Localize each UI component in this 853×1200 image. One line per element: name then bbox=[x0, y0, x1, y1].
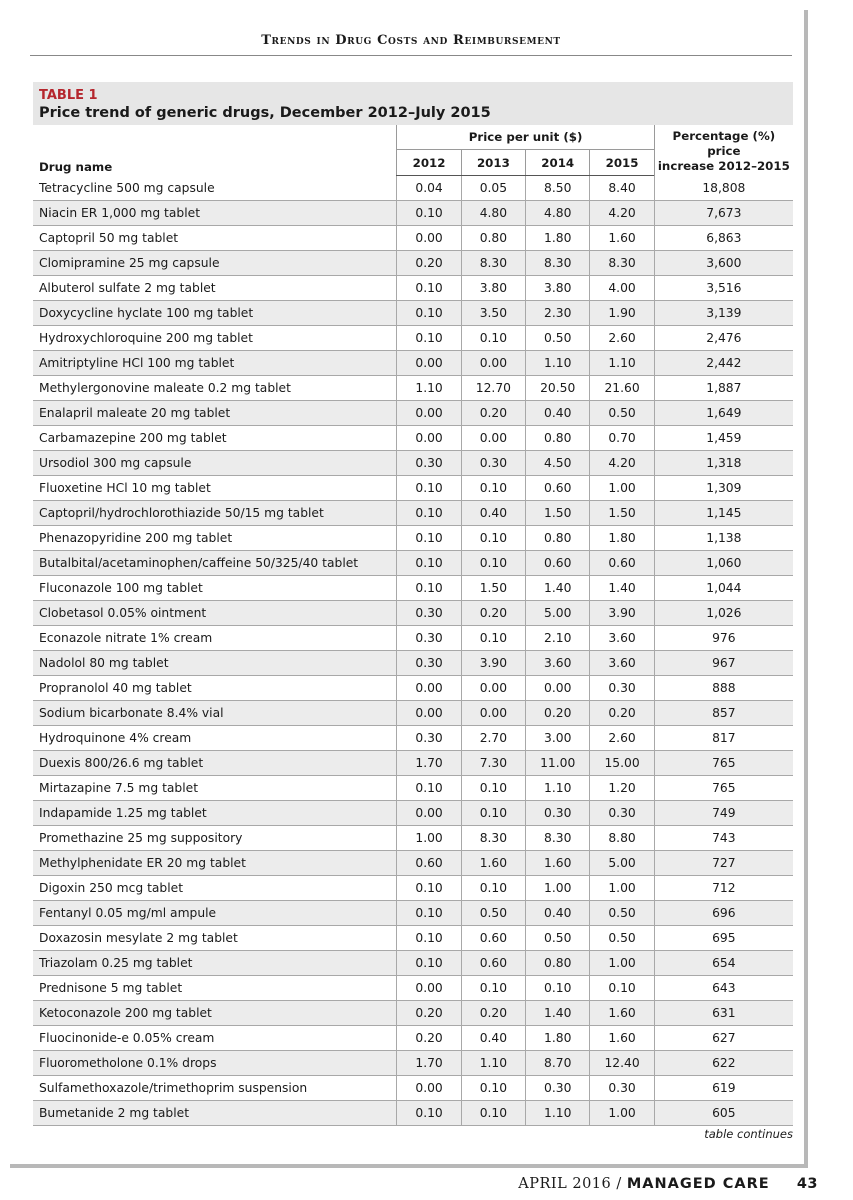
percent-increase-cell: 18,808 bbox=[654, 176, 793, 201]
drug-name-cell: Fluconazole 100 mg tablet bbox=[33, 576, 397, 601]
price-2015-cell: 0.50 bbox=[590, 901, 654, 926]
drug-name-cell: Clomipramine 25 mg capsule bbox=[33, 251, 397, 276]
percentage-header-line1: Percentage (%) price bbox=[672, 128, 776, 158]
percent-increase-cell: 3,139 bbox=[654, 301, 793, 326]
running-head: Trends in Drug Costs and Reimbursement bbox=[261, 33, 561, 48]
drug-name-cell: Clobetasol 0.05% ointment bbox=[33, 601, 397, 626]
drug-name-cell: Fluocinonide-e 0.05% cream bbox=[33, 1026, 397, 1051]
price-2012-cell: 0.00 bbox=[397, 351, 461, 376]
price-2015-cell: 0.30 bbox=[590, 676, 654, 701]
drug-name-cell: Triazolam 0.25 mg tablet bbox=[33, 951, 397, 976]
price-2012-cell: 1.70 bbox=[397, 1051, 461, 1076]
price-2015-cell: 8.30 bbox=[590, 251, 654, 276]
price-2015-cell: 1.60 bbox=[590, 226, 654, 251]
price-2015-cell: 1.90 bbox=[590, 301, 654, 326]
table-row bbox=[33, 976, 793, 1001]
percent-increase-cell: 1,026 bbox=[654, 601, 793, 626]
price-2012-cell: 0.30 bbox=[397, 451, 461, 476]
price-2014-cell: 0.20 bbox=[526, 701, 590, 726]
percent-increase-cell: 2,442 bbox=[654, 351, 793, 376]
drug-name-cell: Sulfamethoxazole/trimethoprim suspension bbox=[33, 1076, 397, 1101]
price-2014-cell: 1.10 bbox=[526, 1101, 590, 1126]
drug-name-cell: Captopril 50 mg tablet bbox=[33, 226, 397, 251]
price-2015-cell: 0.50 bbox=[590, 926, 654, 951]
percent-increase-cell: 619 bbox=[654, 1076, 793, 1101]
table-row bbox=[33, 551, 793, 576]
price-2013-cell: 0.10 bbox=[461, 976, 525, 1001]
percent-increase-cell: 749 bbox=[654, 801, 793, 826]
price-2014-cell: 0.00 bbox=[526, 676, 590, 701]
price-2013-cell: 8.30 bbox=[461, 251, 525, 276]
table-row bbox=[33, 1001, 793, 1026]
price-2014-cell: 8.30 bbox=[526, 826, 590, 851]
price-2012-cell: 0.00 bbox=[397, 676, 461, 701]
table-row bbox=[33, 851, 793, 876]
percent-increase-cell: 3,516 bbox=[654, 276, 793, 301]
table-row bbox=[33, 1101, 793, 1126]
table-row bbox=[33, 351, 793, 376]
percent-increase-cell: 712 bbox=[654, 876, 793, 901]
table-title: Price trend of generic drugs, December 2012–July 2015 bbox=[39, 105, 491, 121]
table-row bbox=[33, 926, 793, 951]
price-2014-cell: 0.80 bbox=[526, 426, 590, 451]
price-2013-cell: 8.30 bbox=[461, 826, 525, 851]
table-label: TABLE 1 bbox=[39, 88, 98, 103]
drug-name-cell: Duexis 800/26.6 mg tablet bbox=[33, 751, 397, 776]
price-2013-cell: 0.00 bbox=[461, 701, 525, 726]
price-2014-cell: 0.30 bbox=[526, 801, 590, 826]
price-2015-cell: 15.00 bbox=[590, 751, 654, 776]
table-row bbox=[33, 226, 793, 251]
price-2012-cell: 0.30 bbox=[397, 626, 461, 651]
table-row bbox=[33, 876, 793, 901]
running-head-rule bbox=[30, 55, 792, 56]
price-2015-cell: 1.00 bbox=[590, 951, 654, 976]
price-2013-cell: 0.20 bbox=[461, 1001, 525, 1026]
price-2015-cell: 0.70 bbox=[590, 426, 654, 451]
price-2013-cell: 2.70 bbox=[461, 726, 525, 751]
table-row bbox=[33, 251, 793, 276]
percent-increase-cell: 888 bbox=[654, 676, 793, 701]
percent-increase-cell: 1,145 bbox=[654, 501, 793, 526]
percent-increase-cell: 765 bbox=[654, 776, 793, 801]
price-2013-cell: 0.20 bbox=[461, 401, 525, 426]
footer-issue-date: APRIL 2016 / bbox=[518, 1176, 622, 1192]
drug-name-cell: Econazole nitrate 1% cream bbox=[33, 626, 397, 651]
table-row bbox=[33, 626, 793, 651]
drug-name-cell: Mirtazapine 7.5 mg tablet bbox=[33, 776, 397, 801]
price-2015-cell: 1.60 bbox=[590, 1001, 654, 1026]
price-2012-cell: 0.10 bbox=[397, 551, 461, 576]
price-2012-cell: 0.30 bbox=[397, 601, 461, 626]
price-2012-cell: 0.00 bbox=[397, 801, 461, 826]
table-row bbox=[33, 526, 793, 551]
drug-name-cell: Fluoxetine HCl 10 mg tablet bbox=[33, 476, 397, 501]
price-2013-cell: 0.00 bbox=[461, 351, 525, 376]
price-2012-cell: 0.30 bbox=[397, 726, 461, 751]
price-2015-cell: 0.10 bbox=[590, 976, 654, 1001]
price-2013-cell: 0.10 bbox=[461, 476, 525, 501]
price-2013-cell: 7.30 bbox=[461, 751, 525, 776]
price-2014-cell: 1.80 bbox=[526, 226, 590, 251]
price-2013-cell: 0.30 bbox=[461, 451, 525, 476]
price-2013-cell: 4.80 bbox=[461, 201, 525, 226]
price-2015-cell: 0.60 bbox=[590, 551, 654, 576]
price-2014-cell: 2.10 bbox=[526, 626, 590, 651]
drug-name-cell: Albuterol sulfate 2 mg tablet bbox=[33, 276, 397, 301]
price-2012-cell: 0.00 bbox=[397, 226, 461, 251]
percent-increase-cell: 857 bbox=[654, 701, 793, 726]
price-2014-cell: 20.50 bbox=[526, 376, 590, 401]
price-2015-cell: 0.30 bbox=[590, 801, 654, 826]
price-2014-cell: 1.40 bbox=[526, 576, 590, 601]
price-2014-cell: 11.00 bbox=[526, 751, 590, 776]
price-2012-cell: 0.20 bbox=[397, 251, 461, 276]
year-header-2014: 2014 bbox=[526, 150, 590, 176]
price-2012-cell: 0.00 bbox=[397, 1076, 461, 1101]
table-row bbox=[33, 301, 793, 326]
page-footer bbox=[518, 1176, 818, 1192]
price-2013-cell: 0.80 bbox=[461, 226, 525, 251]
drug-name-cell: Ketoconazole 200 mg tablet bbox=[33, 1001, 397, 1026]
table-body bbox=[33, 176, 793, 1126]
price-2014-cell: 0.60 bbox=[526, 476, 590, 501]
table-caption bbox=[33, 82, 793, 125]
price-2013-cell: 0.60 bbox=[461, 926, 525, 951]
price-2013-cell: 0.10 bbox=[461, 801, 525, 826]
percent-increase-cell: 743 bbox=[654, 826, 793, 851]
price-2014-cell: 1.00 bbox=[526, 876, 590, 901]
price-2015-cell: 8.80 bbox=[590, 826, 654, 851]
table-row bbox=[33, 401, 793, 426]
drug-name-cell: Amitriptyline HCl 100 mg tablet bbox=[33, 351, 397, 376]
price-2014-cell: 0.10 bbox=[526, 976, 590, 1001]
price-2012-cell: 0.10 bbox=[397, 301, 461, 326]
percent-increase-cell: 643 bbox=[654, 976, 793, 1001]
price-2013-cell: 0.40 bbox=[461, 1026, 525, 1051]
drug-name-cell: Hydroxychloroquine 200 mg tablet bbox=[33, 326, 397, 351]
price-2014-cell: 3.80 bbox=[526, 276, 590, 301]
drug-name-cell: Fentanyl 0.05 mg/ml ampule bbox=[33, 901, 397, 926]
drug-name-cell: Methylphenidate ER 20 mg tablet bbox=[33, 851, 397, 876]
price-2015-cell: 3.90 bbox=[590, 601, 654, 626]
price-2014-cell: 3.00 bbox=[526, 726, 590, 751]
price-2015-cell: 0.50 bbox=[590, 401, 654, 426]
table-continues-note: table continues bbox=[704, 1127, 793, 1141]
price-2014-cell: 0.80 bbox=[526, 951, 590, 976]
price-table bbox=[33, 125, 793, 1126]
price-2015-cell: 4.20 bbox=[590, 451, 654, 476]
table-row bbox=[33, 651, 793, 676]
price-2014-cell: 5.00 bbox=[526, 601, 590, 626]
price-2012-cell: 0.10 bbox=[397, 501, 461, 526]
price-2012-cell: 0.10 bbox=[397, 476, 461, 501]
percentage-increase-header bbox=[654, 125, 793, 176]
drug-name-cell: Hydroquinone 4% cream bbox=[33, 726, 397, 751]
table-row bbox=[33, 576, 793, 601]
drug-name-cell: Captopril/hydrochlorothiazide 50/15 mg tablet bbox=[33, 501, 397, 526]
price-2014-cell: 1.10 bbox=[526, 776, 590, 801]
percent-increase-cell: 3,600 bbox=[654, 251, 793, 276]
price-2012-cell: 0.10 bbox=[397, 276, 461, 301]
table-header bbox=[33, 125, 793, 176]
price-2015-cell: 1.00 bbox=[590, 1101, 654, 1126]
drug-name-cell: Indapamide 1.25 mg tablet bbox=[33, 801, 397, 826]
percent-increase-cell: 1,649 bbox=[654, 401, 793, 426]
price-2013-cell: 12.70 bbox=[461, 376, 525, 401]
price-2014-cell: 8.70 bbox=[526, 1051, 590, 1076]
percent-increase-cell: 7,673 bbox=[654, 201, 793, 226]
table-row bbox=[33, 951, 793, 976]
price-2013-cell: 0.10 bbox=[461, 876, 525, 901]
price-2013-cell: 3.80 bbox=[461, 276, 525, 301]
price-2012-cell: 0.10 bbox=[397, 926, 461, 951]
table-row bbox=[33, 776, 793, 801]
drug-name-cell: Methylergonovine maleate 0.2 mg tablet bbox=[33, 376, 397, 401]
price-2013-cell: 0.50 bbox=[461, 901, 525, 926]
percentage-header-line2: increase 2012–2015 bbox=[657, 158, 790, 173]
price-2013-cell: 1.60 bbox=[461, 851, 525, 876]
price-2015-cell: 1.40 bbox=[590, 576, 654, 601]
price-2015-cell: 1.00 bbox=[590, 876, 654, 901]
percent-increase-cell: 627 bbox=[654, 1026, 793, 1051]
percent-increase-cell: 817 bbox=[654, 726, 793, 751]
price-2015-cell: 1.50 bbox=[590, 501, 654, 526]
drug-name-cell: Propranolol 40 mg tablet bbox=[33, 676, 397, 701]
table-row bbox=[33, 426, 793, 451]
year-header-2013: 2013 bbox=[461, 150, 525, 176]
price-2014-cell: 0.50 bbox=[526, 926, 590, 951]
price-2015-cell: 4.20 bbox=[590, 201, 654, 226]
table-row bbox=[33, 1076, 793, 1101]
drug-name-cell: Sodium bicarbonate 8.4% vial bbox=[33, 701, 397, 726]
price-2015-cell: 12.40 bbox=[590, 1051, 654, 1076]
price-2013-cell: 0.10 bbox=[461, 551, 525, 576]
percent-increase-cell: 727 bbox=[654, 851, 793, 876]
price-2013-cell: 0.10 bbox=[461, 1076, 525, 1101]
percent-increase-cell: 1,318 bbox=[654, 451, 793, 476]
drug-name-cell: Tetracycline 500 mg capsule bbox=[33, 176, 397, 201]
price-2013-cell: 0.10 bbox=[461, 326, 525, 351]
drug-name-cell: Digoxin 250 mcg tablet bbox=[33, 876, 397, 901]
table-row bbox=[33, 701, 793, 726]
drug-name-cell: Bumetanide 2 mg tablet bbox=[33, 1101, 397, 1126]
drug-name-cell: Niacin ER 1,000 mg tablet bbox=[33, 201, 397, 226]
drug-name-cell: Doxycycline hyclate 100 mg tablet bbox=[33, 301, 397, 326]
price-2012-cell: 0.10 bbox=[397, 526, 461, 551]
price-2013-cell: 3.50 bbox=[461, 301, 525, 326]
price-2012-cell: 0.10 bbox=[397, 201, 461, 226]
price-2012-cell: 0.00 bbox=[397, 401, 461, 426]
drug-name-cell: Prednisone 5 mg tablet bbox=[33, 976, 397, 1001]
drug-name-cell: Butalbital/acetaminophen/caffeine 50/325/40 tablet bbox=[33, 551, 397, 576]
table-row bbox=[33, 501, 793, 526]
percent-increase-cell: 631 bbox=[654, 1001, 793, 1026]
price-2012-cell: 1.00 bbox=[397, 826, 461, 851]
year-header-2012: 2012 bbox=[397, 150, 461, 176]
price-2015-cell: 3.60 bbox=[590, 626, 654, 651]
price-2014-cell: 0.80 bbox=[526, 526, 590, 551]
drug-name-cell: Ursodiol 300 mg capsule bbox=[33, 451, 397, 476]
table-row bbox=[33, 476, 793, 501]
price-2012-cell: 0.10 bbox=[397, 876, 461, 901]
percent-increase-cell: 1,060 bbox=[654, 551, 793, 576]
footer-page-number: 43 bbox=[796, 1176, 818, 1192]
price-2012-cell: 0.10 bbox=[397, 326, 461, 351]
price-2012-cell: 0.10 bbox=[397, 576, 461, 601]
table-row bbox=[33, 176, 793, 201]
price-2015-cell: 1.00 bbox=[590, 476, 654, 501]
table-row bbox=[33, 276, 793, 301]
price-2013-cell: 1.50 bbox=[461, 576, 525, 601]
price-2014-cell: 2.30 bbox=[526, 301, 590, 326]
table-row bbox=[33, 1026, 793, 1051]
price-2015-cell: 1.20 bbox=[590, 776, 654, 801]
drug-name-header: Drug name bbox=[39, 159, 113, 174]
percent-increase-cell: 1,887 bbox=[654, 376, 793, 401]
table-row bbox=[33, 901, 793, 926]
price-2015-cell: 0.30 bbox=[590, 1076, 654, 1101]
table-row bbox=[33, 376, 793, 401]
drug-name-cell: Phenazopyridine 200 mg tablet bbox=[33, 526, 397, 551]
price-2012-cell: 0.20 bbox=[397, 1026, 461, 1051]
price-2012-cell: 0.60 bbox=[397, 851, 461, 876]
price-2015-cell: 21.60 bbox=[590, 376, 654, 401]
percent-increase-cell: 605 bbox=[654, 1101, 793, 1126]
price-2012-cell: 0.00 bbox=[397, 976, 461, 1001]
table-row bbox=[33, 1051, 793, 1076]
price-2015-cell: 1.10 bbox=[590, 351, 654, 376]
price-2013-cell: 0.00 bbox=[461, 676, 525, 701]
percent-increase-cell: 976 bbox=[654, 626, 793, 651]
price-2015-cell: 1.80 bbox=[590, 526, 654, 551]
price-2014-cell: 1.10 bbox=[526, 351, 590, 376]
percent-increase-cell: 695 bbox=[654, 926, 793, 951]
price-2013-cell: 0.10 bbox=[461, 776, 525, 801]
price-2014-cell: 1.40 bbox=[526, 1001, 590, 1026]
price-2013-cell: 0.20 bbox=[461, 601, 525, 626]
drug-name-cell: Doxazosin mesylate 2 mg tablet bbox=[33, 926, 397, 951]
percent-increase-cell: 2,476 bbox=[654, 326, 793, 351]
price-2015-cell: 5.00 bbox=[590, 851, 654, 876]
price-2014-cell: 8.30 bbox=[526, 251, 590, 276]
price-2015-cell: 4.00 bbox=[590, 276, 654, 301]
price-2013-cell: 3.90 bbox=[461, 651, 525, 676]
table-row bbox=[33, 326, 793, 351]
price-2013-cell: 0.05 bbox=[461, 176, 525, 201]
price-2014-cell: 1.60 bbox=[526, 851, 590, 876]
price-2012-cell: 1.70 bbox=[397, 751, 461, 776]
percent-increase-cell: 1,138 bbox=[654, 526, 793, 551]
price-2015-cell: 2.60 bbox=[590, 726, 654, 751]
percent-increase-cell: 6,863 bbox=[654, 226, 793, 251]
percent-increase-cell: 967 bbox=[654, 651, 793, 676]
drug-name-cell: Fluorometholone 0.1% drops bbox=[33, 1051, 397, 1076]
price-2012-cell: 0.20 bbox=[397, 1001, 461, 1026]
drug-name-cell: Enalapril maleate 20 mg tablet bbox=[33, 401, 397, 426]
table-row bbox=[33, 201, 793, 226]
percent-increase-cell: 1,309 bbox=[654, 476, 793, 501]
price-2013-cell: 0.40 bbox=[461, 501, 525, 526]
drug-name-cell: Promethazine 25 mg suppository bbox=[33, 826, 397, 851]
price-2014-cell: 0.30 bbox=[526, 1076, 590, 1101]
table-container bbox=[33, 82, 793, 1126]
price-2015-cell: 0.20 bbox=[590, 701, 654, 726]
table-row bbox=[33, 451, 793, 476]
price-2014-cell: 1.80 bbox=[526, 1026, 590, 1051]
price-per-unit-header: Price per unit ($) bbox=[397, 125, 654, 150]
price-2013-cell: 0.00 bbox=[461, 426, 525, 451]
price-2014-cell: 0.40 bbox=[526, 401, 590, 426]
table-row bbox=[33, 826, 793, 851]
percent-increase-cell: 765 bbox=[654, 751, 793, 776]
price-2014-cell: 3.60 bbox=[526, 651, 590, 676]
price-2012-cell: 0.04 bbox=[397, 176, 461, 201]
price-2013-cell: 0.10 bbox=[461, 1101, 525, 1126]
price-2012-cell: 1.10 bbox=[397, 376, 461, 401]
percent-increase-cell: 654 bbox=[654, 951, 793, 976]
price-2014-cell: 4.80 bbox=[526, 201, 590, 226]
percent-increase-cell: 1,044 bbox=[654, 576, 793, 601]
price-2012-cell: 0.10 bbox=[397, 776, 461, 801]
price-2015-cell: 1.60 bbox=[590, 1026, 654, 1051]
price-2014-cell: 0.60 bbox=[526, 551, 590, 576]
table-row bbox=[33, 751, 793, 776]
percent-increase-cell: 696 bbox=[654, 901, 793, 926]
table-row bbox=[33, 601, 793, 626]
price-2013-cell: 0.10 bbox=[461, 526, 525, 551]
price-2015-cell: 8.40 bbox=[590, 176, 654, 201]
price-2013-cell: 0.60 bbox=[461, 951, 525, 976]
price-2013-cell: 0.10 bbox=[461, 626, 525, 651]
price-2012-cell: 0.10 bbox=[397, 901, 461, 926]
percent-increase-cell: 622 bbox=[654, 1051, 793, 1076]
price-2015-cell: 2.60 bbox=[590, 326, 654, 351]
drug-name-cell: Nadolol 80 mg tablet bbox=[33, 651, 397, 676]
price-2014-cell: 0.50 bbox=[526, 326, 590, 351]
drug-name-cell: Carbamazepine 200 mg tablet bbox=[33, 426, 397, 451]
price-2014-cell: 1.50 bbox=[526, 501, 590, 526]
price-2012-cell: 0.00 bbox=[397, 701, 461, 726]
table-row bbox=[33, 726, 793, 751]
price-2013-cell: 1.10 bbox=[461, 1051, 525, 1076]
price-2015-cell: 3.60 bbox=[590, 651, 654, 676]
table-row bbox=[33, 676, 793, 701]
table-row bbox=[33, 801, 793, 826]
price-2012-cell: 0.00 bbox=[397, 426, 461, 451]
year-header-2015: 2015 bbox=[590, 150, 654, 176]
price-2012-cell: 0.10 bbox=[397, 951, 461, 976]
price-2012-cell: 0.30 bbox=[397, 651, 461, 676]
footer-journal-name: MANAGED CARE bbox=[626, 1176, 770, 1192]
price-2012-cell: 0.10 bbox=[397, 1101, 461, 1126]
price-2014-cell: 8.50 bbox=[526, 176, 590, 201]
price-2014-cell: 0.40 bbox=[526, 901, 590, 926]
price-2014-cell: 4.50 bbox=[526, 451, 590, 476]
percent-increase-cell: 1,459 bbox=[654, 426, 793, 451]
